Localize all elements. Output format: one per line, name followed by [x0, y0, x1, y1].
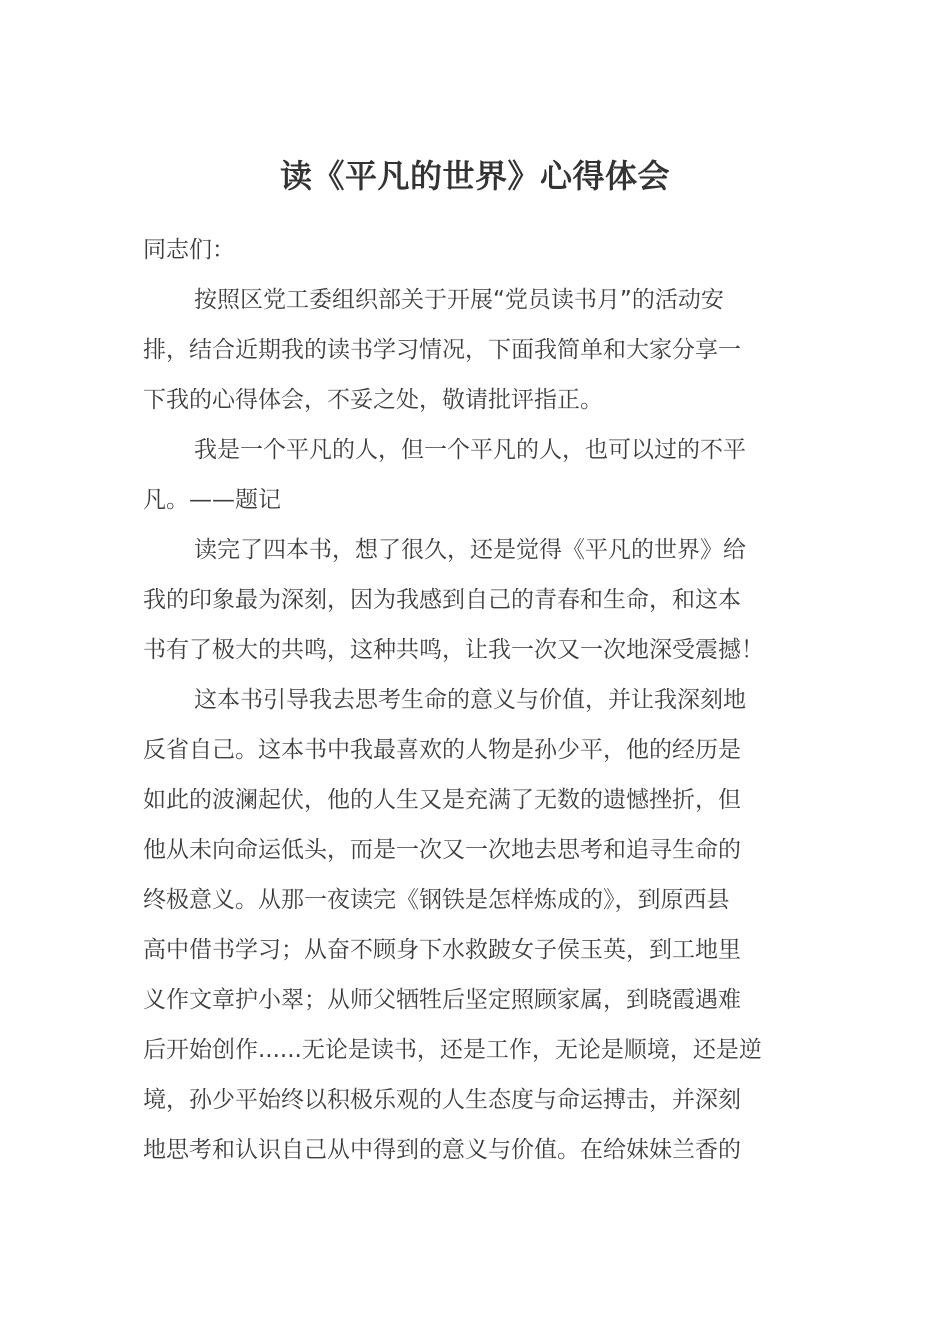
document-body: [143, 225, 808, 1175]
body-line: 如此的波澜起伏，他的人生又是充满了无数的遗憾挫折，但: [143, 787, 741, 813]
body-line: 我是一个平凡的人，但一个平凡的人，也可以过的不平: [194, 437, 746, 463]
body-line: 他从未向命运低头，而是一次又一次地去思考和追寻生命的: [143, 837, 741, 863]
body-line: 后开始创作......无论是读书，还是工作，无论是顺境，还是逆: [143, 1037, 762, 1063]
body-line: 终极意义。从那一夜读完《钢铁是怎样炼成的》，到原西县: [143, 887, 730, 913]
body-line: 凡。——题记: [143, 487, 281, 513]
body-line: 排，结合近期我的读书学习情况，下面我简单和大家分享一: [143, 337, 741, 363]
salutation: 同志们：: [143, 237, 235, 263]
body-line: 按照区党工委组织部关于开展“党员读书月”的活动安: [194, 287, 724, 313]
document-title: 读《平凡的世界》心得体会: [279, 157, 670, 195]
body-line: 地思考和认识自己从中得到的意义与价值。在给妹妹兰香的: [143, 1137, 741, 1163]
body-line: 境，孙少平始终以积极乐观的人生态度与命运搏击，并深刻: [143, 1087, 741, 1113]
body-line: 读完了四本书，想了很久，还是觉得《平凡的世界》给: [194, 537, 746, 563]
body-line: 义作文章护小翠；从师父牺牲后坚定照顾家属，到晓霞遇难: [143, 987, 741, 1013]
body-line: 我的印象最为深刻，因为我感到自己的青春和生命，和这本: [143, 587, 741, 613]
body-line: 高中借书学习；从奋不顾身下水救跛女子侯玉英，到工地里: [143, 937, 741, 963]
body-line: 反省自己。这本书中我最喜欢的人物是孙少平，他的经历是: [143, 737, 741, 763]
body-line: 这本书引导我去思考生命的意义与价值，并让我深刻地: [194, 687, 746, 713]
body-line: 下我的心得体会，不妥之处，敬请批评指正。: [143, 387, 603, 413]
body-line: 书有了极大的共鸣，这种共鸣，让我一次又一次地深受震撼！: [143, 637, 764, 663]
